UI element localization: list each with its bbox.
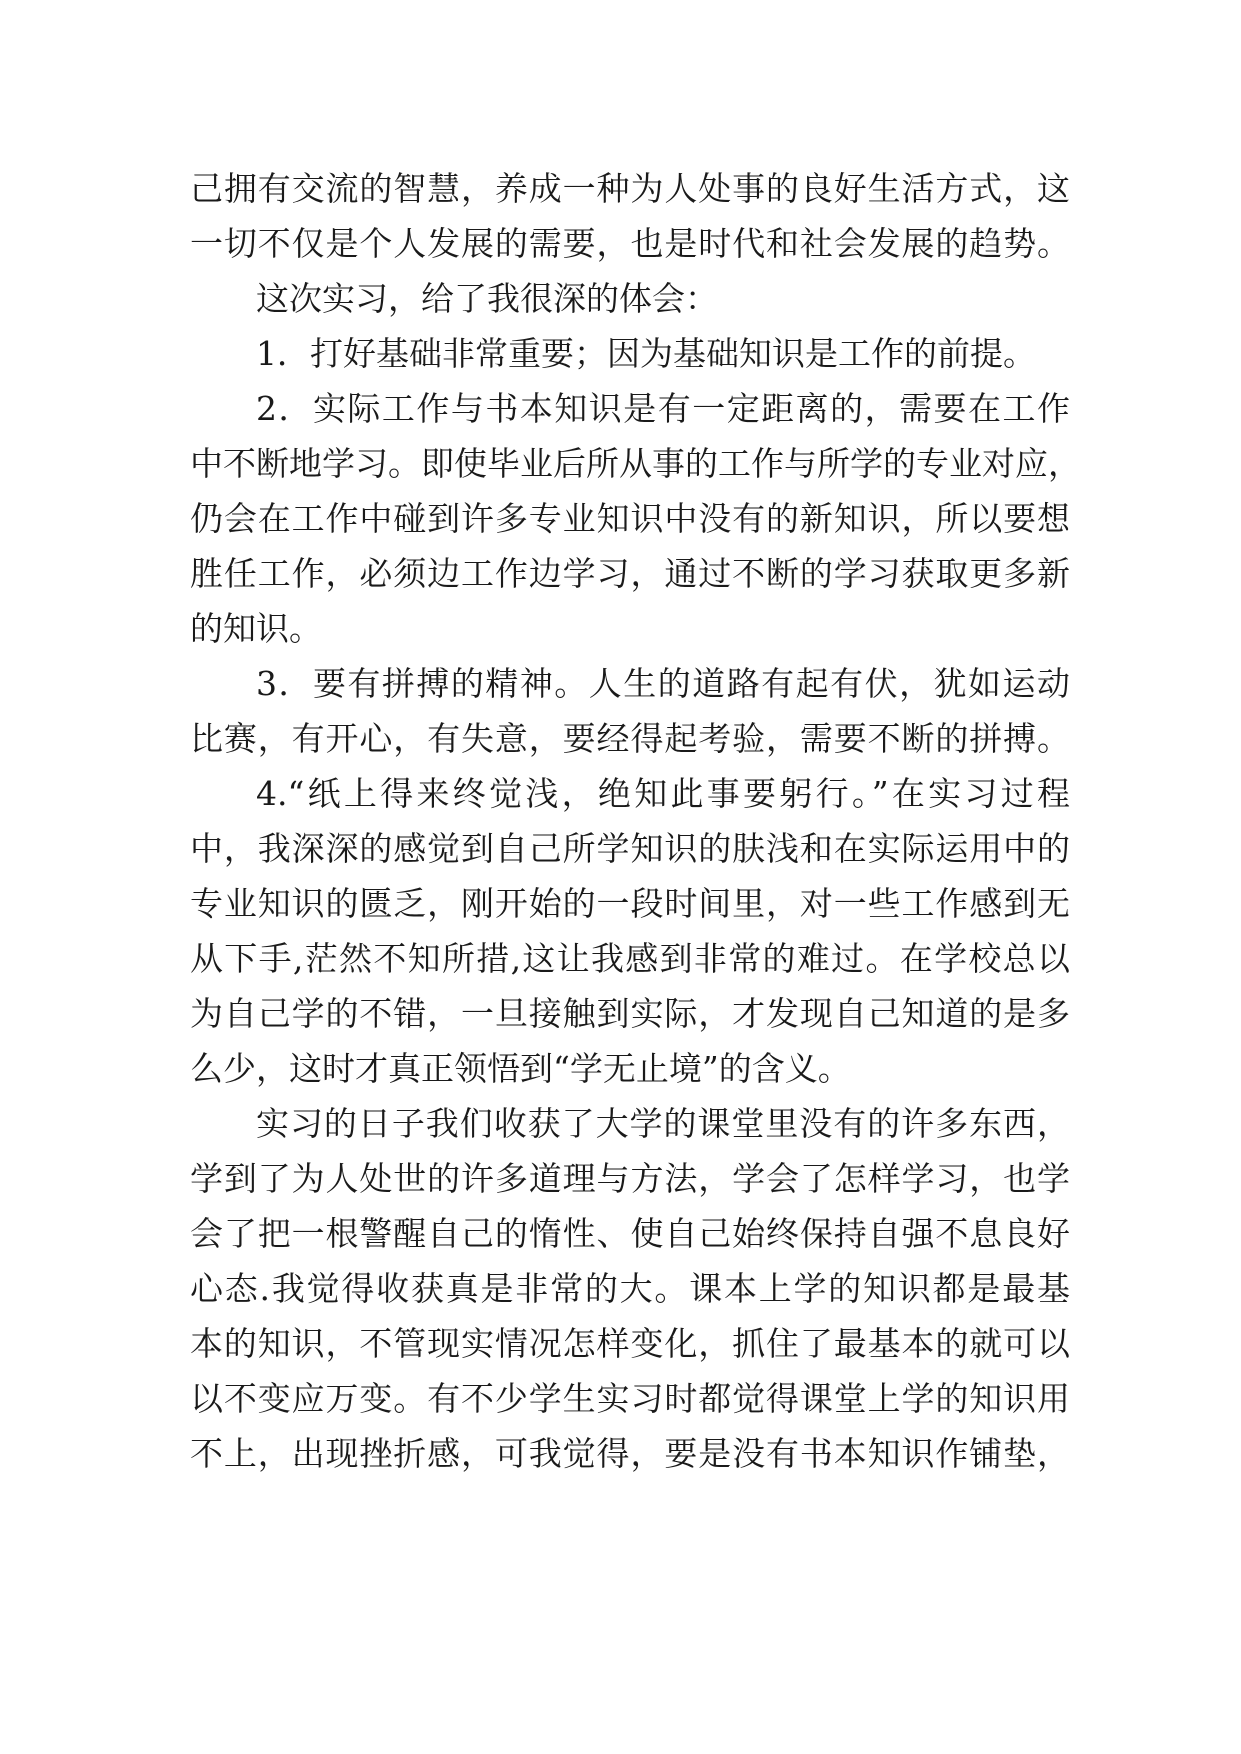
- paragraph-line: 专业知识的匮乏，刚开始的一段时间里，对一些工作感到无: [190, 884, 1070, 923]
- paragraph-line: 仍会在工作中碰到许多专业知识中没有的新知识，所以要想: [190, 499, 1070, 538]
- paragraph-line: 4.“纸上得来终觉浅，绝知此事要躬行。”在实习过程: [256, 774, 1070, 813]
- paragraph-line: 以不变应万变。有不少学生实习时都觉得课堂上学的知识用: [190, 1379, 1070, 1418]
- paragraph-line: 本的知识，不管现实情况怎样变化，抓住了最基本的就可以: [190, 1324, 1070, 1363]
- paragraph-line: 己拥有交流的智慧，养成一种为人处事的良好生活方式，这: [190, 169, 1070, 208]
- paragraph-line: 中，我深深的感觉到自己所学知识的肤浅和在实际运用中的: [190, 829, 1070, 868]
- paragraph-line: 比赛，有开心，有失意，要经得起考验，需要不断的拼搏。: [190, 719, 1070, 758]
- paragraph-line: 一切不仅是个人发展的需要，也是时代和社会发展的趋势。: [190, 224, 1070, 263]
- paragraph-line: 中不断地学习。即使毕业后所从事的工作与所学的专业对应，: [190, 444, 1081, 483]
- paragraph-line: 么少，这时才真正领悟到“学无止境”的含义。: [190, 1049, 851, 1088]
- paragraph-line: 会了把一根警醒自己的惰性、使自己始终保持自强不息良好: [190, 1214, 1070, 1253]
- paragraph-line: 3．要有拼搏的精神。人生的道路有起有伏，犹如运动: [256, 664, 1070, 703]
- paragraph-line: 不上，出现挫折感，可我觉得，要是没有书本知识作铺垫，: [190, 1434, 1070, 1473]
- paragraph-line: 这次实习，给了我很深的体会：: [256, 279, 718, 318]
- paragraph-line: 2．实际工作与书本知识是有一定距离的，需要在工作: [256, 389, 1070, 428]
- paragraph-line: 心态.我觉得收获真是非常的大。课本上学的知识都是最基: [190, 1269, 1070, 1308]
- body-text: [190, 161, 1081, 1481]
- paragraph-line: 为自己学的不错，一旦接触到实际，才发现自己知道的是多: [190, 994, 1070, 1033]
- paragraph-line: 胜任工作，必须边工作边学习，通过不断的学习获取更多新: [190, 554, 1070, 593]
- paragraph-line: 从下手,茫然不知所措,这让我感到非常的难过。在学校总以: [190, 939, 1070, 978]
- paragraph-line: 的知识。: [190, 609, 322, 648]
- paragraph-line: 实习的日子我们收获了大学的课堂里没有的许多东西，: [256, 1104, 1070, 1143]
- paragraph-line: 学到了为人处世的许多道理与方法，学会了怎样学习，也学: [190, 1159, 1070, 1198]
- paragraph-line: 1．打好基础非常重要；因为基础知识是工作的前提。: [256, 334, 1036, 373]
